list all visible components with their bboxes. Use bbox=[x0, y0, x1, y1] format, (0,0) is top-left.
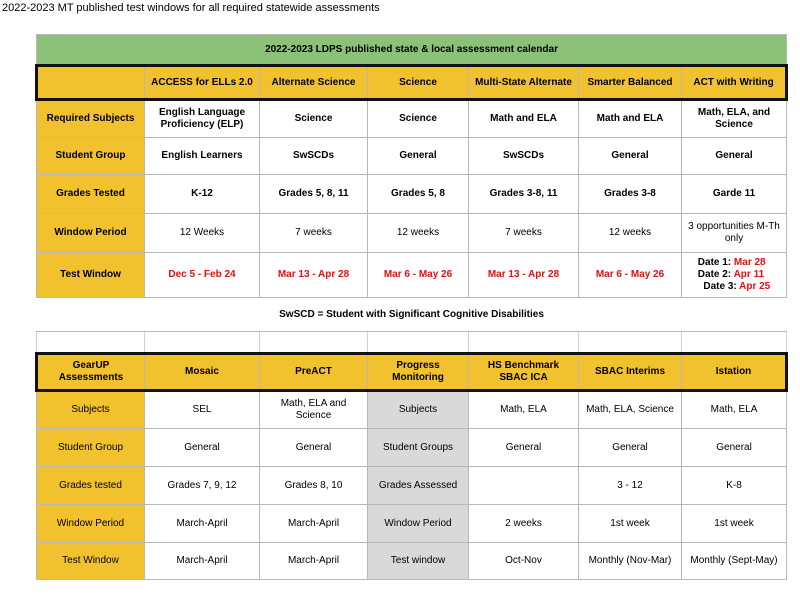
spacer-row bbox=[37, 332, 787, 354]
table-cell: March-April bbox=[260, 543, 368, 580]
act-date-label: Date 2: bbox=[697, 269, 734, 280]
table-cell: 7 weeks bbox=[260, 214, 368, 253]
col-header-progress-monitoring: Progress Monitoring bbox=[368, 354, 469, 391]
table-cell: 1st week bbox=[682, 505, 787, 543]
test-window-dates: Mar 6 - May 26 bbox=[368, 253, 469, 298]
table-cell: General bbox=[579, 138, 682, 175]
table-cell: English Language Proficiency (ELP) bbox=[145, 100, 260, 138]
col-header-sbac-interims: SBAC Interims bbox=[579, 354, 682, 391]
table-cell: 7 weeks bbox=[469, 214, 579, 253]
col-header-smarter-balanced: Smarter Balanced bbox=[579, 66, 682, 100]
header-corner-cell bbox=[37, 66, 145, 100]
table-cell: Grades 3-8 bbox=[579, 175, 682, 214]
table-cell: Science bbox=[260, 100, 368, 138]
table-cell: General bbox=[579, 429, 682, 467]
row-label: Student Group bbox=[37, 429, 145, 467]
table-cell: K-12 bbox=[145, 175, 260, 214]
col-header-alt-science: Alternate Science bbox=[260, 66, 368, 100]
table-cell: Test window bbox=[368, 543, 469, 580]
table-cell: General bbox=[682, 138, 787, 175]
act-date-label: Date 3: bbox=[703, 281, 740, 292]
state-header-row bbox=[37, 66, 787, 100]
table-cell: Oct-Nov bbox=[469, 543, 579, 580]
table-cell: Math, ELA and Science bbox=[260, 391, 368, 429]
table-cell: Grades Assessed bbox=[368, 467, 469, 505]
swscd-note: SwSCD = Student with Significant Cognitive Disabilities bbox=[37, 298, 787, 332]
test-window-dates: Mar 13 - Apr 28 bbox=[260, 253, 368, 298]
state-row-window-period bbox=[37, 214, 787, 253]
table-cell: 3 - 12 bbox=[579, 467, 682, 505]
table-cell: Math, ELA bbox=[682, 391, 787, 429]
table-cell: SEL bbox=[145, 391, 260, 429]
table-cell bbox=[469, 467, 579, 505]
local-header-row bbox=[37, 354, 787, 391]
table-cell: General bbox=[682, 429, 787, 467]
test-window-dates: Mar 13 - Apr 28 bbox=[469, 253, 579, 298]
table-cell: General bbox=[145, 429, 260, 467]
col-header-mosaic: Mosaic bbox=[145, 354, 260, 391]
calendar-title: 2022-2023 LDPS published state & local assessment calendar bbox=[37, 35, 787, 66]
col-header-hs-benchmark: HS Benchmark SBAC ICA bbox=[469, 354, 579, 391]
table-cell: March-April bbox=[145, 505, 260, 543]
row-label: Required Subjects bbox=[37, 100, 145, 138]
act-date-value: Mar 28 bbox=[733, 257, 766, 268]
table-cell: Garde 11 bbox=[682, 175, 787, 214]
row-label: Test Window bbox=[37, 543, 145, 580]
col-header-gearup: GearUP Assessments bbox=[37, 354, 145, 391]
table-cell: Math, ELA, Science bbox=[579, 391, 682, 429]
state-row-student-group bbox=[37, 138, 787, 175]
state-row-grades-tested bbox=[37, 175, 787, 214]
table-cell: Subjects bbox=[368, 391, 469, 429]
table-cell: 12 Weeks bbox=[145, 214, 260, 253]
row-label: Student Group bbox=[37, 138, 145, 175]
test-window-dates: Mar 6 - May 26 bbox=[579, 253, 682, 298]
table-cell: Student Groups bbox=[368, 429, 469, 467]
test-window-dates: Dec 5 - Feb 24 bbox=[145, 253, 260, 298]
col-header-access: ACCESS for ELLs 2.0 bbox=[145, 66, 260, 100]
table-cell: Grades 8, 10 bbox=[260, 467, 368, 505]
table-cell: General bbox=[469, 429, 579, 467]
row-label: Window Period bbox=[37, 214, 145, 253]
table-cell: 12 weeks bbox=[579, 214, 682, 253]
table-cell: March-April bbox=[260, 505, 368, 543]
row-label: Test Window bbox=[37, 253, 145, 298]
act-date-value: Apr 11 bbox=[733, 269, 765, 280]
table-cell: 1st week bbox=[579, 505, 682, 543]
table-cell: Science bbox=[368, 100, 469, 138]
act-test-dates bbox=[682, 253, 787, 298]
col-header-act: ACT with Writing bbox=[682, 66, 787, 100]
col-header-multistate: Multi-State Alternate bbox=[469, 66, 579, 100]
table-cell: SwSCDs bbox=[260, 138, 368, 175]
table-cell: Math, ELA, and Science bbox=[682, 100, 787, 138]
table-cell: Grades 5, 8 bbox=[368, 175, 469, 214]
row-label: Subjects bbox=[37, 391, 145, 429]
table-cell: Window Period bbox=[368, 505, 469, 543]
col-header-istation: Istation bbox=[682, 354, 787, 391]
table-cell: Grades 7, 9, 12 bbox=[145, 467, 260, 505]
table-cell: K-8 bbox=[682, 467, 787, 505]
row-label: Window Period bbox=[37, 505, 145, 543]
table-cell: 2 weeks bbox=[469, 505, 579, 543]
state-row-required-subjects bbox=[37, 100, 787, 138]
page-heading: 2022-2023 MT published test windows for all required statewide assessments bbox=[2, 2, 380, 14]
local-row-subjects bbox=[37, 391, 787, 429]
table-cell: Grades 5, 8, 11 bbox=[260, 175, 368, 214]
local-row-student-group bbox=[37, 429, 787, 467]
col-header-science: Science bbox=[368, 66, 469, 100]
table-cell: Math and ELA bbox=[469, 100, 579, 138]
table-cell: Monthly (Sept-May) bbox=[682, 543, 787, 580]
table-cell: English Learners bbox=[145, 138, 260, 175]
table-cell: Math, ELA bbox=[469, 391, 579, 429]
table-cell: General bbox=[260, 429, 368, 467]
table-cell: Grades 3-8, 11 bbox=[469, 175, 579, 214]
assessment-calendar-table bbox=[35, 34, 788, 580]
table-cell: 3 opportunities M-Th only bbox=[682, 214, 787, 253]
row-label: Grades Tested bbox=[37, 175, 145, 214]
table-cell: General bbox=[368, 138, 469, 175]
table-cell: 12 weeks bbox=[368, 214, 469, 253]
local-row-grades-tested bbox=[37, 467, 787, 505]
table-cell: Monthly (Nov-Mar) bbox=[579, 543, 682, 580]
act-date-value: Apr 25 bbox=[739, 281, 771, 292]
table-cell: SwSCDs bbox=[469, 138, 579, 175]
table-cell: March-April bbox=[145, 543, 260, 580]
act-date-label: Date 1: bbox=[697, 257, 734, 268]
table-cell: Math and ELA bbox=[579, 100, 682, 138]
local-row-test-window bbox=[37, 543, 787, 580]
local-row-window-period bbox=[37, 505, 787, 543]
row-label: Grades tested bbox=[37, 467, 145, 505]
col-header-preact: PreACT bbox=[260, 354, 368, 391]
state-row-test-window bbox=[37, 253, 787, 298]
